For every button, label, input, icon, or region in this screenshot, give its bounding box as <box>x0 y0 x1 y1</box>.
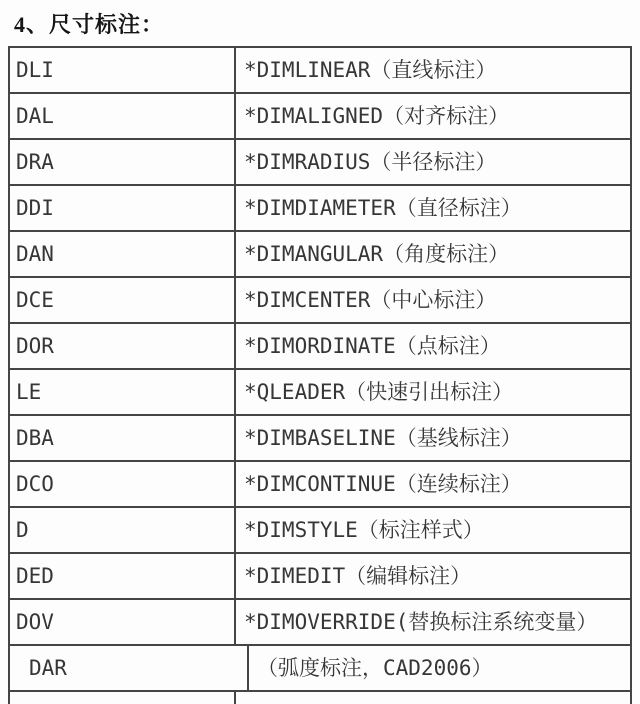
shortcut-code-cell: DBA <box>10 416 236 460</box>
table-row <box>10 554 630 600</box>
section-heading: 4、尺寸标注： <box>14 12 165 37</box>
command-description-cell: *DIMBASELINE（基线标注） <box>244 426 522 450</box>
command-description-cell: *DIMORDINATE（点标注） <box>244 334 501 358</box>
command-description-cell: *QLEADER（快速引出标注） <box>244 380 514 404</box>
table-row <box>10 370 630 416</box>
table-row <box>10 232 630 278</box>
shortcut-code-cell: DCE <box>10 278 236 322</box>
command-description-cell: （弧度标注，CAD2006） <box>257 656 493 680</box>
table-row <box>10 186 630 232</box>
shortcut-code-cell: DDI <box>10 186 236 230</box>
shortcut-code-cell: LE <box>10 370 236 414</box>
table-row <box>10 140 630 186</box>
table-row <box>10 94 630 140</box>
command-description-cell: *DIMALIGNED（对齐标注） <box>244 104 510 128</box>
command-description-cell: *DIMANGULAR（角度标注） <box>244 242 510 266</box>
table-row <box>10 646 630 692</box>
command-description-cell: *DIMEDIT（编辑标注） <box>244 564 472 588</box>
command-description-cell: *DIMRADIUS（半径标注） <box>244 150 497 174</box>
shortcut-code-cell: DLI <box>10 48 236 92</box>
command-description-cell: *DIMCONTINUE（连续标注） <box>244 472 522 496</box>
command-description-cell: *DIMOVERRIDE(替换标注系统变量） <box>244 610 598 634</box>
shortcut-code-cell: DED <box>10 554 236 598</box>
shortcut-code-cell: DAN <box>10 232 236 276</box>
command-description-cell <box>236 692 630 704</box>
shortcut-code-cell <box>10 692 236 704</box>
table-row-partial <box>10 692 630 704</box>
table-row <box>10 600 630 646</box>
shortcut-code-cell: DAL <box>10 94 236 138</box>
shortcut-code-cell: DOV <box>10 600 236 644</box>
table-row <box>10 416 630 462</box>
command-description-cell: *DIMSTYLE（标注样式） <box>244 518 484 542</box>
table-row <box>10 48 630 94</box>
shortcut-code-cell: DRA <box>10 140 236 184</box>
command-description-cell: *DIMCENTER（中心标注） <box>244 288 497 312</box>
shortcut-code-cell: DAR <box>10 646 249 690</box>
command-description-cell: *DIMDIAMETER（直径标注） <box>244 196 522 220</box>
table-row <box>10 462 630 508</box>
shortcut-table <box>8 46 632 704</box>
table-row <box>10 324 630 370</box>
shortcut-code-cell: DCO <box>10 462 236 506</box>
table-row <box>10 508 630 554</box>
shortcut-code-cell: DOR <box>10 324 236 368</box>
shortcut-code-cell: D <box>10 508 236 552</box>
command-description-cell: *DIMLINEAR（直线标注） <box>244 58 497 82</box>
table-row <box>10 278 630 324</box>
